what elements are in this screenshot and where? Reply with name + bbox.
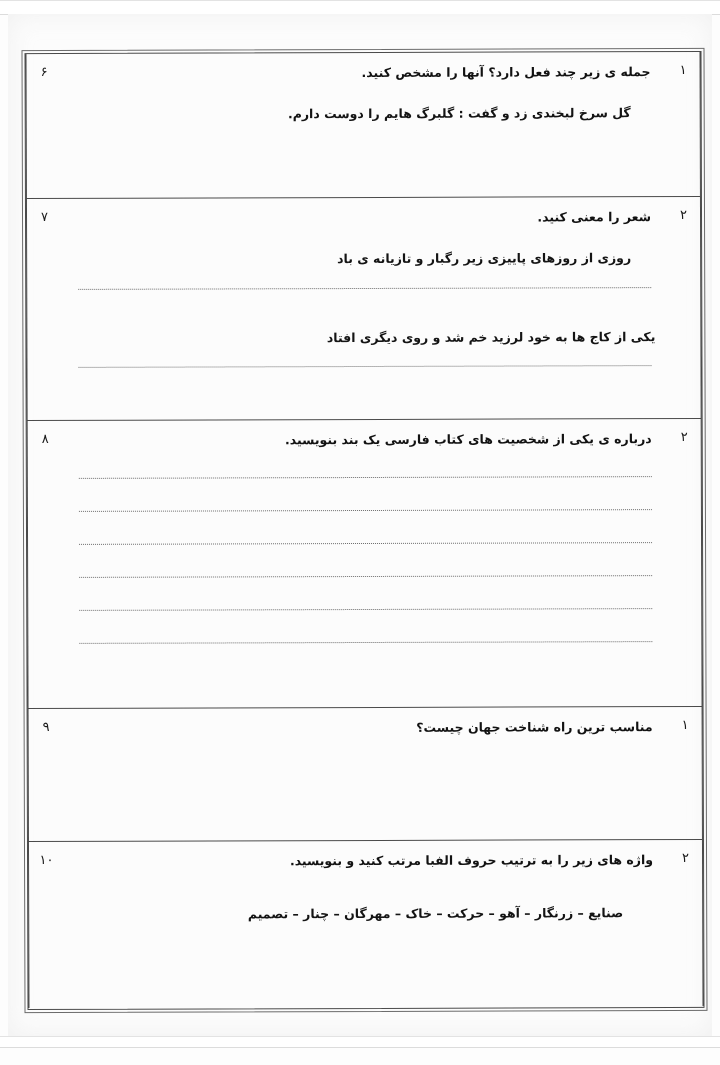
answer-dotted-line[interactable] [79, 475, 652, 479]
question-sentence: گل سرخ لبخندی زد و گفت : گلبرگ هایم را دوست دارم. [287, 104, 631, 121]
table-row [28, 707, 703, 842]
question-number-cell [28, 842, 65, 1008]
score-value: ۱ [679, 62, 687, 79]
table-row [26, 197, 702, 421]
table-row [26, 52, 701, 199]
score-cell [667, 197, 702, 418]
answer-dotted-line[interactable] [79, 607, 652, 611]
exam-question-table [24, 51, 704, 1010]
question-prompt: شعر را معنی کنید. [537, 209, 652, 225]
score-value: ۲ [680, 207, 688, 224]
question-body-cell [64, 707, 669, 841]
answer-dotted-line[interactable] [78, 286, 651, 290]
score-cell [669, 840, 704, 1006]
question-body-cell [63, 419, 669, 708]
table-row [27, 419, 703, 709]
score-value: ۱ [681, 717, 689, 734]
score-cell [668, 419, 703, 706]
answer-dotted-line[interactable] [79, 640, 652, 644]
question-prompt: جمله ی زیر چند فعل دارد؟ آنها را مشخص کنید. [361, 64, 651, 81]
question-number: ۱۰ [39, 852, 54, 869]
table-row [28, 840, 704, 1008]
question-number-cell [27, 421, 64, 708]
answer-dotted-line[interactable] [79, 508, 652, 512]
question-number: ۶ [40, 64, 48, 81]
poem-line-2: یکی از کاج ها به خود لرزید خم شد و روی دیگری افتاد [326, 328, 656, 345]
poem-line-1: روزی از روزهای پاییزی زیر رگبار و تازیانه ی باد [337, 249, 632, 266]
question-number: ۸ [41, 431, 49, 448]
score-value: ۲ [682, 850, 690, 867]
question-prompt: درباره ی یکی از شخصیت های کتاب فارسی یک بند بنویسید. [285, 431, 652, 448]
scan-seam-top [0, 0, 720, 15]
question-number: ۷ [41, 209, 49, 226]
score-cell [666, 52, 700, 196]
question-body-cell [62, 52, 667, 198]
word-list: صنایع – زرنگار – آهو – حرکت – خاک – مهرگان – چنار – تصمیم [247, 904, 624, 922]
question-body-cell [62, 197, 668, 420]
question-number-cell [26, 54, 62, 198]
question-number-cell [28, 709, 64, 841]
answer-dotted-line[interactable] [78, 364, 651, 368]
score-value: ۲ [680, 429, 688, 446]
question-number-cell [26, 199, 63, 420]
score-cell [669, 707, 703, 839]
answer-dotted-line[interactable] [79, 574, 652, 578]
answer-dotted-line[interactable] [79, 541, 652, 545]
scan-seam-bottom [0, 1036, 720, 1048]
question-body-cell [64, 840, 670, 1008]
question-number: ۹ [42, 719, 50, 736]
answer-sheet [8, 14, 712, 1036]
question-prompt: واژه های زیر را به ترتیب حروف الفبا مرتب کنید و بنویسید. [289, 852, 654, 869]
answer-lines-group [75, 475, 657, 644]
question-prompt: مناسب ترین راه شناخت جهان چیست؟ [416, 719, 653, 735]
